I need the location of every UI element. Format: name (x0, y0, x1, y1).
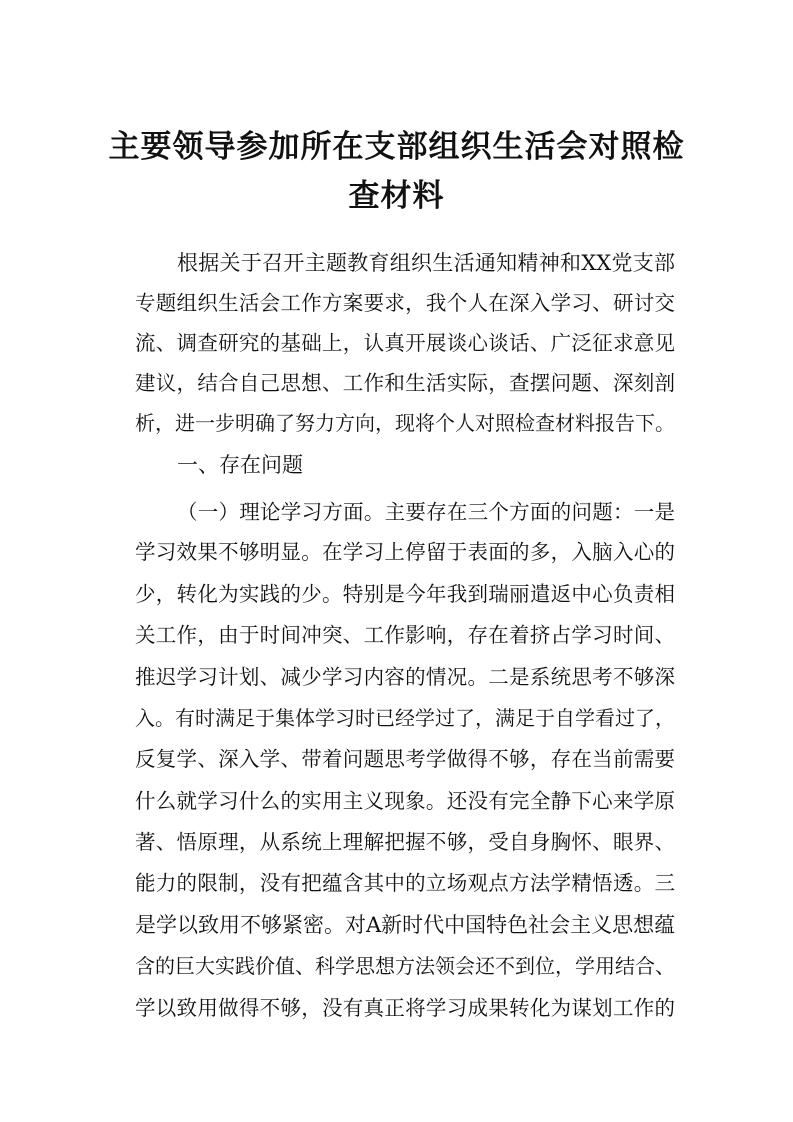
paragraph-2-line: 能力的限制，没有把蕴含其中的立场观点方法学精悟透。三 (135, 871, 675, 895)
paragraph-2-line: 入。有时满足于集体学习时已经学过了，满足于自学看过了， (135, 706, 675, 730)
paragraph-2-line: 著、悟原理，从系统上理解把握不够，受自身胸怀、眼界、 (135, 830, 675, 854)
paragraph-2-line: 学习效果不够明显。在学习上停留于表面的多，入脑入心的 (135, 540, 675, 564)
document-title-line-2: 查材料 (348, 178, 445, 214)
paragraph-2-line: 推迟学习计划、减少学习内容的情况。二是系统思考不够深 (135, 665, 675, 689)
paragraph-2-line: 含的巨大实践价值、科学思想方法领会还不到位，学用结合、 (135, 954, 675, 978)
paragraph-2-line: 少，转化为实践的少。特别是今年我到瑞丽遣返中心负责相 (135, 582, 675, 606)
paragraph-1-line: 析，进一步明确了努力方向，现将个人对照检查材料报告下。 (135, 411, 675, 435)
paragraph-2-line: 反复学、深入学、带着问题思考学做得不够，存在当前需要 (135, 747, 675, 771)
paragraph-1-line: 建议，结合自己思想、工作和生活实际，查摆问题、深刻剖 (135, 371, 675, 395)
paragraph-2-line: 什么就学习什么的实用主义现象。还没有完全静下心来学原 (135, 789, 675, 813)
paragraph-1-line: 专题组织生活会工作方案要求，我个人在深入学习、研讨交 (135, 291, 675, 315)
section-heading: 一、存在问题 (177, 453, 303, 477)
document-title-line-1: 主要领导参加所在支部组织生活会对照检 (108, 129, 685, 165)
paragraph-1-line: 流、调查研究的基础上，认真开展谈心谈话、广泛征求意见 (135, 331, 675, 355)
paragraph-2-line: 是学以致用不够紧密。对A新时代中国特色社会主义思想蕴 (135, 913, 676, 937)
paragraph-2-line: 学以致用做得不够，没有真正将学习成果转化为谋划工作的 (135, 996, 675, 1020)
paragraph-2-line: 关工作，由于时间冲突、工作影响，存在着挤占学习时间、 (135, 623, 675, 647)
paragraph-2-line: （一）理论学习方面。主要存在三个方面的问题：一是 (177, 500, 675, 524)
paragraph-1-line: 根据关于召开主题教育组织生活通知精神和XX党支部 (177, 251, 675, 275)
